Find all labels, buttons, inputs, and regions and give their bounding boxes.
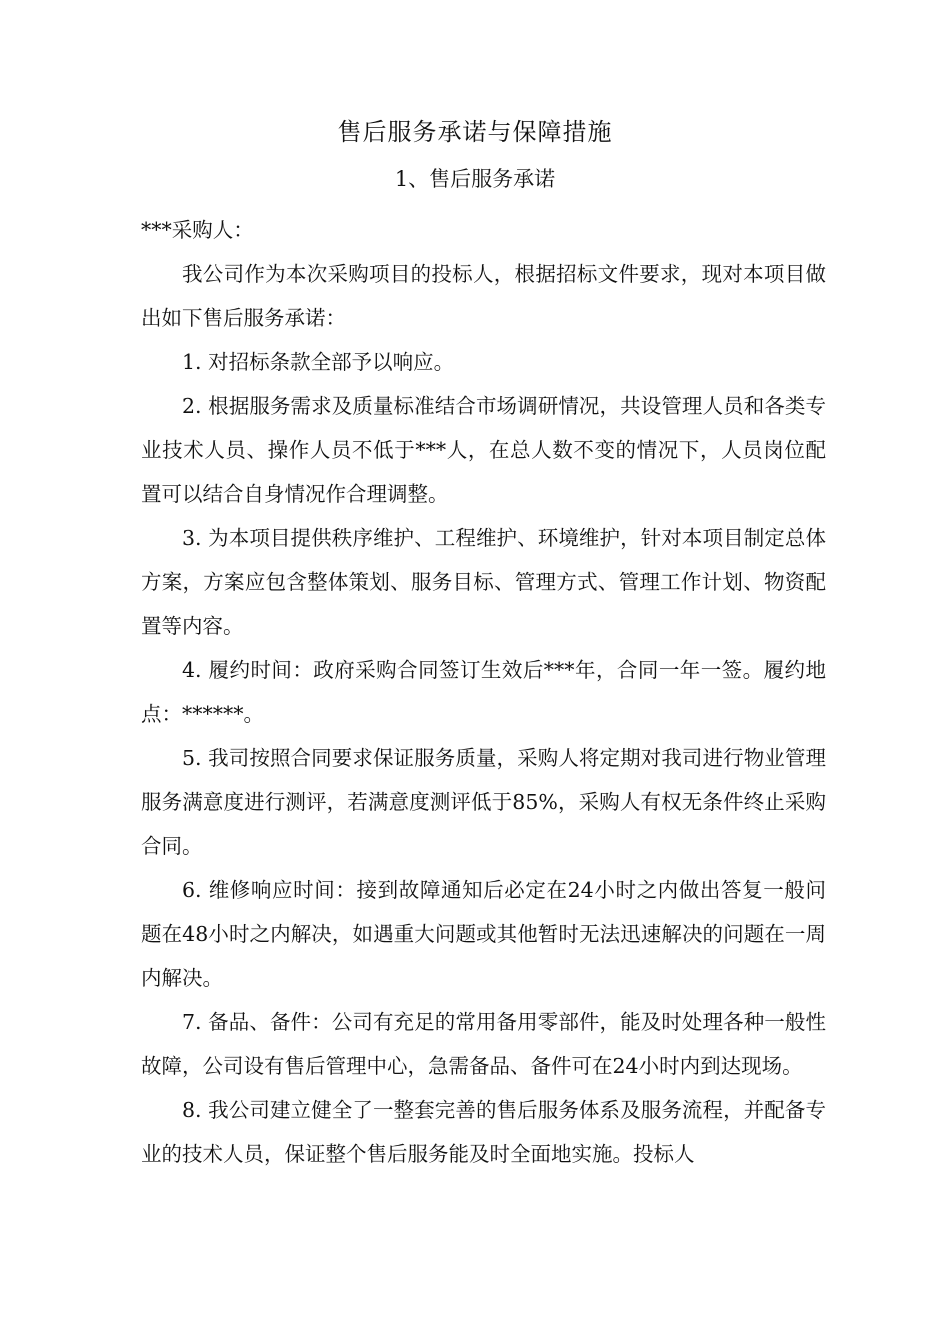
paragraph-intro: 我公司作为本次采购项目的投标人，根据招标文件要求，现对本项目做出如下售后服务承诺： <box>141 262 826 330</box>
document-body <box>141 208 826 1176</box>
section-heading: 1、售后服务承诺 <box>394 167 556 191</box>
document-title: 售后服务承诺与保障措施 <box>337 118 613 146</box>
paragraph-item-4: 4. 履约时间：政府采购合同签订生效后***年，合同一年一签。履约地点：******。 <box>141 658 826 726</box>
paragraph-item-3: 3. 为本项目提供秩序维护、工程维护、环境维护，针对本项目制定总体方案，方案应包含整体策划、服务目标、管理方式、管理工作计划、物资配置等内容。 <box>141 526 826 638</box>
paragraph-item-1: 1. 对招标条款全部予以响应。 <box>182 350 455 374</box>
paragraph-item-2: 2. 根据服务需求及质量标准结合市场调研情况，共设管理人员和各类专业技术人员、操作人员不低于***人，在总人数不变的情况下，人员岗位配置可以结合自身情况作合理调整。 <box>141 394 826 506</box>
paragraph-item-6: 6. 维修响应时间：接到故障通知后必定在24小时之内做出答复一般问题在48小时之内解决，如遇重大问题或其他暂时无法迅速解决的问题在一周内解决。 <box>141 878 826 990</box>
salutation: ***采购人： <box>141 218 254 242</box>
paragraph-item-8: 8. 我公司建立健全了一整套完善的售后服务体系及服务流程，并配备专业的技术人员，保证整个售后服务能及时全面地实施。投标人 <box>141 1098 826 1166</box>
paragraph-item-7: 7. 备品、备件：公司有充足的常用备用零部件，能及时处理各种一般性故障，公司设有售后管理中心，急需备品、备件可在24小时内到达现场。 <box>141 1010 826 1078</box>
paragraph-item-5: 5. 我司按照合同要求保证服务质量，采购人将定期对我司进行物业管理服务满意度进行测评，若满意度测评低于85%，采购人有权无条件终止采购合同。 <box>141 746 826 858</box>
